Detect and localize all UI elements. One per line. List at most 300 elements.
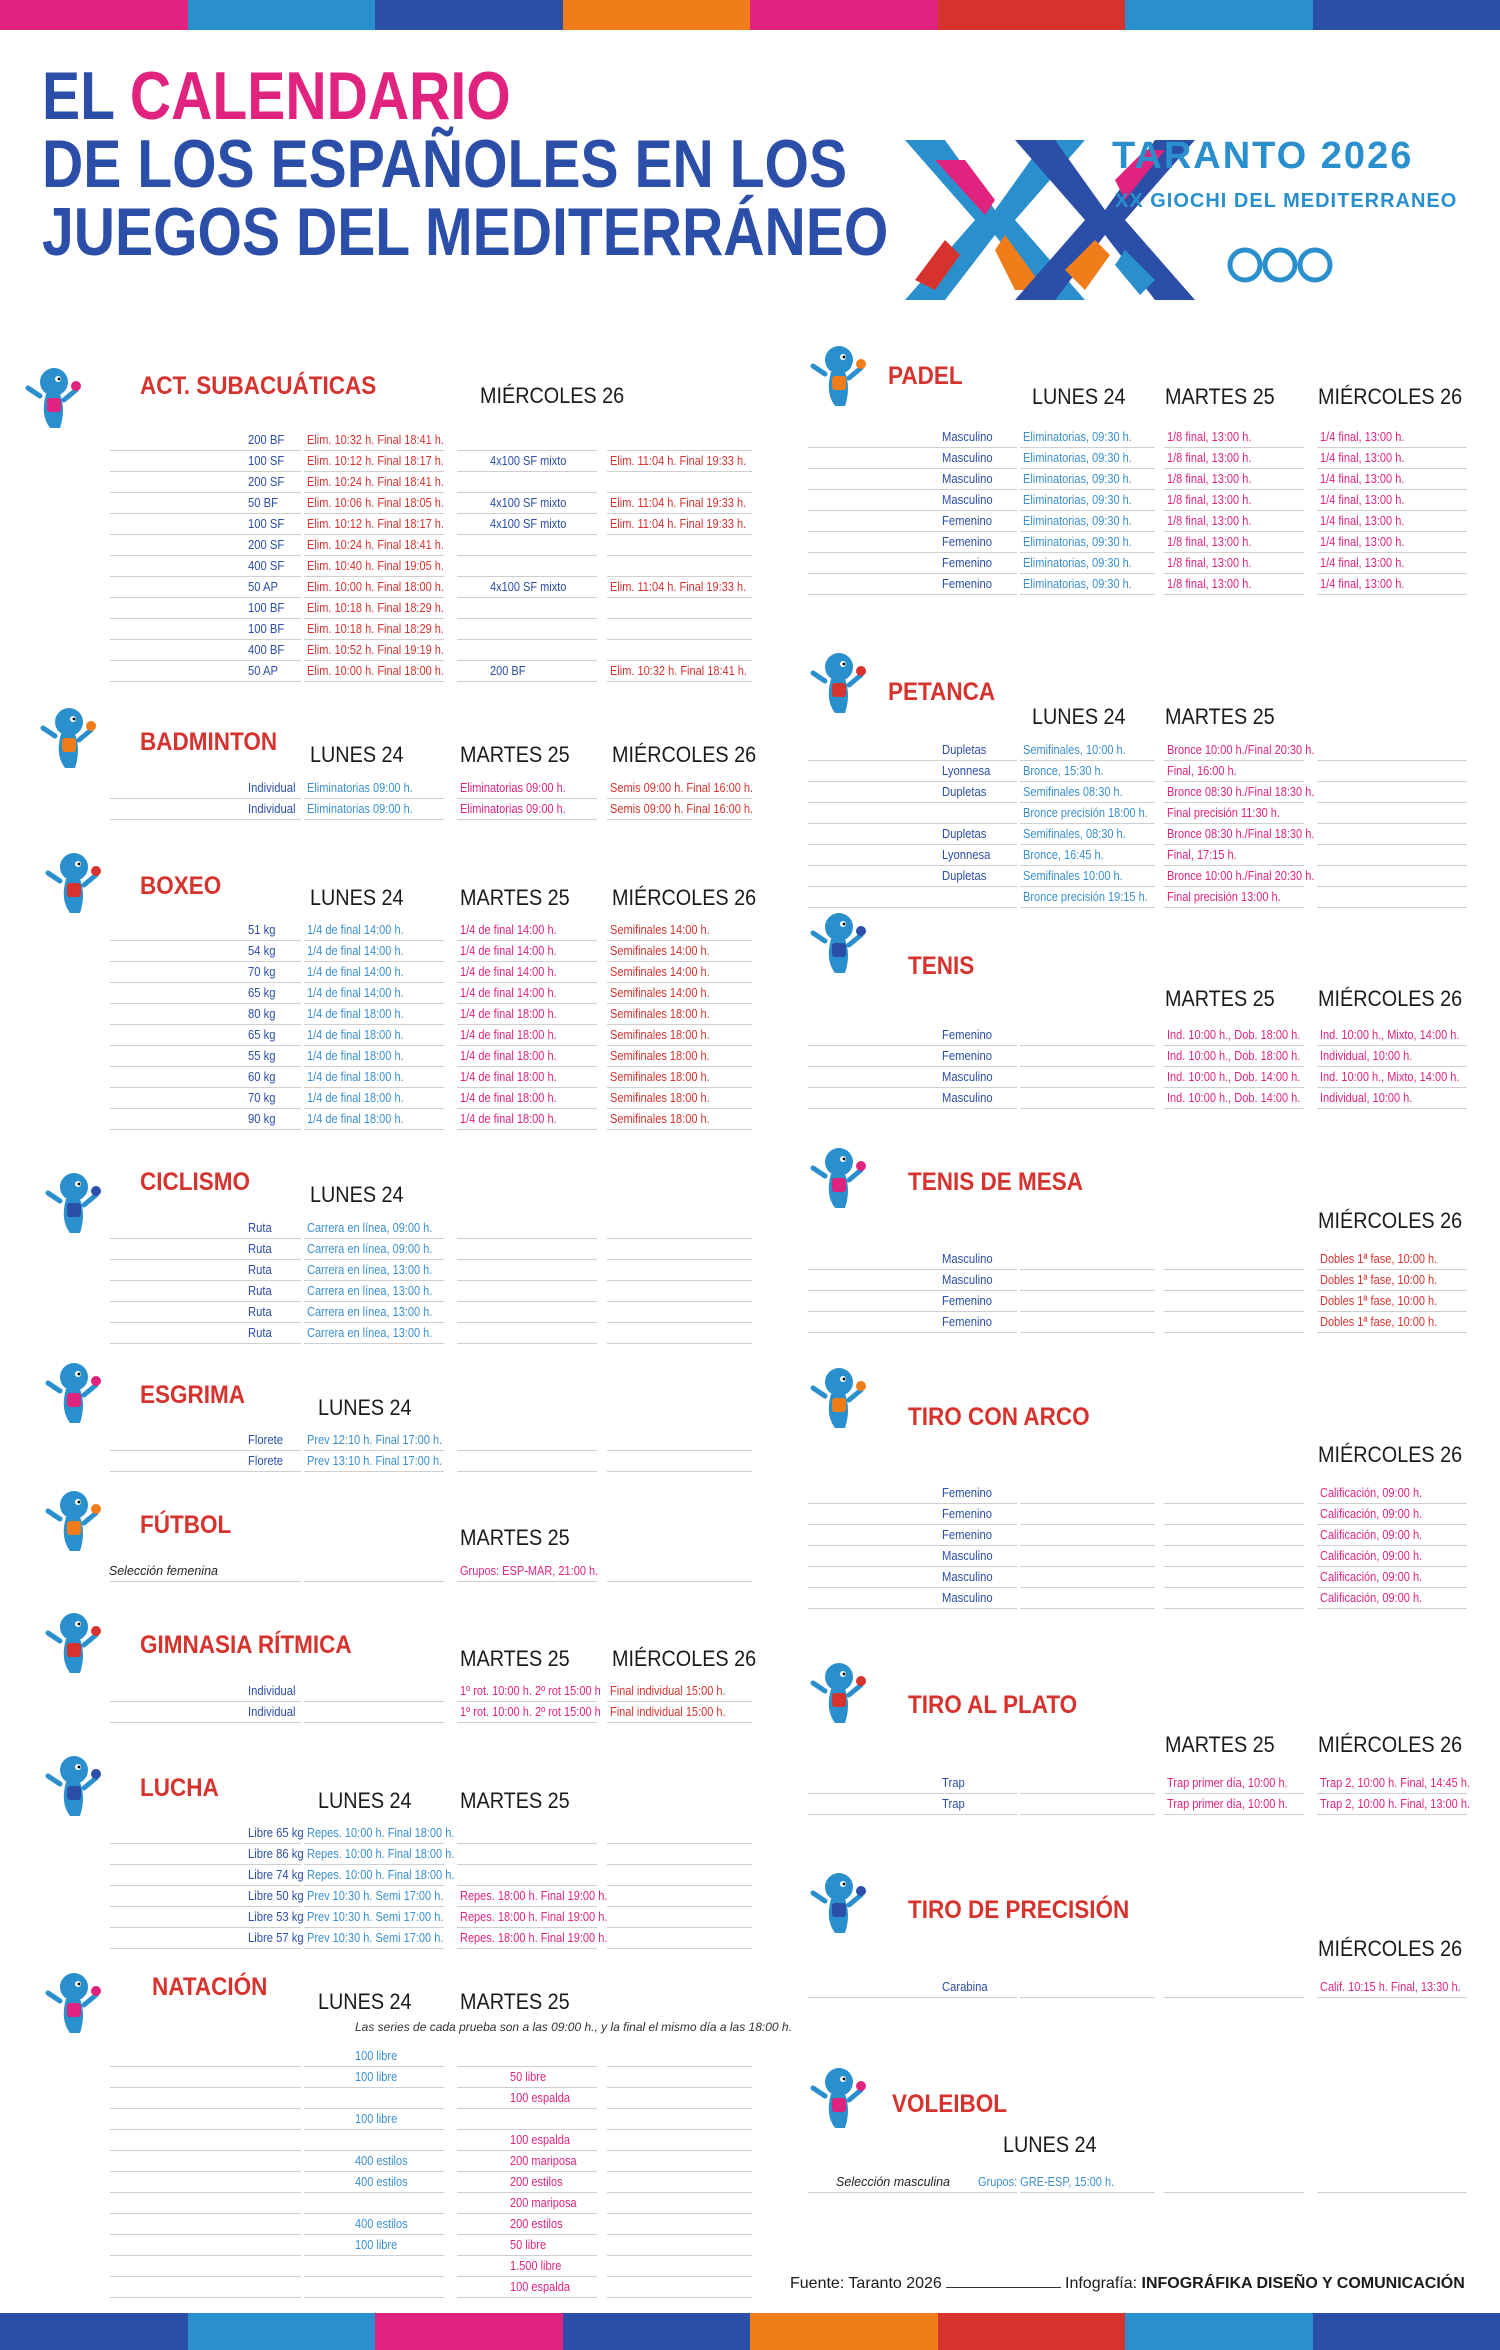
schedule-cell: 1/4 de final 18:00 h. — [307, 1070, 404, 1084]
schedule-cell: 1/8 final, 13:00 h. — [1167, 577, 1252, 591]
cell-underline — [607, 2192, 752, 2193]
schedule-cell: Semifinales 18:00 h. — [610, 1091, 710, 1105]
cell-underline — [1317, 865, 1467, 866]
day-header: MIÉRCOLES 26 — [1318, 1208, 1463, 1233]
event-category: 80 kg — [248, 1007, 276, 1021]
event-category: Masculino — [942, 430, 993, 444]
row-underline — [110, 2297, 301, 2298]
schedule-cell: 1/4 final, 13:00 h. — [1320, 430, 1405, 444]
day-header: MIÉRCOLES 26 — [612, 885, 757, 910]
cell-underline — [457, 2297, 597, 2298]
schedule-cell: 1/8 final, 13:00 h. — [1167, 514, 1252, 528]
schedule-cell: 100 libre — [355, 2049, 398, 2063]
schedule-cell: Carrera en línea, 09:00 h. — [307, 1242, 433, 1256]
row-underline — [808, 2192, 1017, 2193]
section-title: NATACIÓN — [152, 1973, 268, 2001]
event-category: Libre 50 kg — [248, 1889, 304, 1903]
cell-underline — [304, 2129, 444, 2130]
cell-underline — [607, 2108, 752, 2109]
schedule-cell: 400 estilos — [355, 2217, 408, 2231]
event-category: 50 AP — [248, 580, 279, 594]
cell-underline — [457, 618, 597, 619]
schedule-cell: 1/4 de final 18:00 h. — [307, 1028, 404, 1042]
row-underline — [110, 819, 301, 820]
schedule-cell: Elim. 10:40 h. Final 19:05 h. — [307, 559, 444, 573]
schedule-cell: 1º rot. 10:00 h. 2º rot 15:00 h — [460, 1684, 601, 1698]
cell-underline — [607, 2234, 752, 2235]
cell-underline — [1020, 1066, 1155, 1067]
cell-underline — [607, 2171, 752, 2172]
schedule-cell: 1/4 final, 13:00 h. — [1320, 535, 1405, 549]
schedule-cell: 1/4 de final 18:00 h. — [460, 1007, 557, 1021]
schedule-cell: Repes. 10:00 h. Final 18:00 h. — [307, 1847, 455, 1861]
row-underline — [110, 1280, 301, 1281]
cell-underline — [1317, 1608, 1467, 1609]
event-category: 65 kg — [248, 986, 276, 1000]
schedule-cell: Calificación, 09:00 h. — [1320, 1528, 1423, 1542]
schedule-cell: Semifinales 18:00 h. — [610, 1112, 710, 1126]
cell-underline — [304, 2087, 444, 2088]
cell-underline — [457, 1948, 597, 1949]
cell-underline — [304, 2297, 444, 2298]
schedule-cell: Semifinales 08:30 h. — [1023, 785, 1123, 799]
event-category: Ruta — [248, 1326, 272, 1340]
schedule-cell: Carrera en línea, 09:00 h. — [307, 1221, 433, 1235]
event-category: Femenino — [942, 1486, 993, 1500]
schedule-cell: 200 mariposa — [510, 2196, 577, 2210]
day-header: MARTES 25 — [1165, 704, 1275, 729]
row-underline — [110, 1238, 301, 1239]
schedule-cell: Eliminatorias 09:00 h. — [307, 802, 413, 816]
cell-underline — [1020, 907, 1155, 908]
day-header: LUNES 24 — [318, 1788, 412, 1813]
event-category: Florete — [248, 1433, 284, 1447]
event-category: Carabina — [942, 1980, 988, 1994]
schedule-cell: Semifinales 10:00 h. — [1023, 869, 1123, 883]
table-tennis-icon — [805, 1140, 869, 1212]
cell-underline — [1164, 1332, 1304, 1333]
schedule-cell: Dobles 1ª fase, 10:00 h. — [1320, 1252, 1438, 1266]
event-category: Masculino — [942, 451, 993, 465]
cell-underline — [1164, 2192, 1304, 2193]
schedule-cell: Carrera en línea, 13:00 h. — [307, 1326, 433, 1340]
row-underline — [110, 1322, 301, 1323]
petanque-icon — [805, 645, 869, 717]
cell-underline — [304, 1129, 444, 1130]
cell-underline — [607, 1906, 752, 1907]
row-underline — [110, 2108, 301, 2109]
schedule-cell: Grupos: GRE-ESP, 15:00 h. — [978, 2175, 1115, 2189]
schedule-cell: 1/4 de final 18:00 h. — [460, 1028, 557, 1042]
cell-underline — [1020, 1566, 1155, 1567]
cell-underline — [1020, 1814, 1155, 1815]
schedule-cell: Final precisión 11:30 h. — [1167, 806, 1280, 820]
schedule-cell: 100 espalda — [510, 2280, 570, 2294]
schedule-cell: 4x100 SF mixto — [490, 517, 567, 531]
row-underline — [808, 594, 1017, 595]
cell-underline — [457, 1259, 597, 1260]
row-underline — [110, 2234, 301, 2235]
cell-underline — [1020, 594, 1155, 595]
cell-underline — [304, 1581, 444, 1582]
cell-underline — [607, 1259, 752, 1260]
schedule-cell: Elim. 10:06 h. Final 18:05 h. — [307, 496, 444, 510]
logo-title: TARANTO 2026 — [1112, 135, 1414, 177]
cell-underline — [1020, 2192, 1155, 2193]
schedule-cell: 1/4 de final 18:00 h. — [307, 1049, 404, 1063]
cell-underline — [1020, 1290, 1155, 1291]
day-header: MIÉRCOLES 26 — [1318, 986, 1463, 1011]
day-header: MARTES 25 — [460, 1788, 570, 1813]
event-category: Individual — [248, 1684, 296, 1698]
section-title: VOLEIBOL — [892, 2090, 1008, 2118]
schedule-cell: Trap primer día, 10:00 h. — [1167, 1797, 1288, 1811]
top-color-bar — [0, 0, 1500, 30]
event-category: Libre 57 kg — [248, 1931, 304, 1945]
cell-underline — [607, 1885, 752, 1886]
event-category: Dupletas — [942, 827, 987, 841]
row-underline — [110, 681, 301, 682]
event-category: 200 SF — [248, 538, 285, 552]
schedule-cell: Individual, 10:00 h. — [1320, 1049, 1413, 1063]
schedule-cell: Elim. 11:04 h. Final 19:33 h. — [610, 517, 747, 531]
cell-underline — [457, 534, 597, 535]
cell-underline — [1317, 2192, 1467, 2193]
schedule-cell: Elim. 11:04 h. Final 19:33 h. — [610, 580, 747, 594]
event-category: Trap — [942, 1797, 965, 1811]
row-underline — [110, 2192, 301, 2193]
cell-underline — [457, 639, 597, 640]
cell-underline — [607, 1129, 752, 1130]
cell-underline — [457, 555, 597, 556]
schedule-cell: Eliminatorias 09:00 h. — [307, 781, 413, 795]
event-category: Individual — [248, 781, 296, 795]
cell-underline — [1164, 1545, 1304, 1546]
schedule-cell: 1/8 final, 13:00 h. — [1167, 556, 1252, 570]
event-category: Femenino — [942, 1507, 993, 1521]
schedule-cell: 1/4 de final 18:00 h. — [307, 1112, 404, 1126]
cell-underline — [457, 1129, 597, 1130]
schedule-cell: Eliminatorias, 09:30 h. — [1023, 535, 1132, 549]
event-category: Ruta — [248, 1242, 272, 1256]
cell-underline — [607, 2213, 752, 2214]
schedule-cell: 100 libre — [355, 2112, 398, 2126]
section-title: TENIS DE MESA — [908, 1168, 1084, 1196]
section-title: TENIS — [908, 952, 975, 980]
cell-underline — [1164, 1269, 1304, 1270]
event-category: Masculino — [942, 472, 993, 486]
cell-underline — [304, 2192, 444, 2193]
day-header: LUNES 24 — [1003, 2132, 1097, 2157]
day-header: LUNES 24 — [318, 1395, 412, 1420]
schedule-cell: Final individual 15:00 h. — [610, 1684, 726, 1698]
schedule-cell: Semis 09:00 h. Final 16:00 h. — [610, 781, 754, 795]
schedule-cell: 4x100 SF mixto — [490, 580, 567, 594]
row-underline — [110, 2171, 301, 2172]
cell-underline — [1317, 760, 1467, 761]
row-underline — [110, 2276, 301, 2277]
row-underline — [808, 1793, 1017, 1794]
clay-shooting-icon — [805, 1655, 869, 1727]
cell-underline — [607, 1280, 752, 1281]
schedule-cell: Eliminatorias, 09:30 h. — [1023, 493, 1132, 507]
schedule-cell: Elim. 10:18 h. Final 18:29 h. — [307, 622, 444, 636]
schedule-cell: 1/4 de final 14:00 h. — [307, 944, 404, 958]
event-category: 70 kg — [248, 1091, 276, 1105]
credit-note: Infografía: INFOGRÁFIKA DISEÑO Y COMUNICACIÓN — [1065, 2275, 1465, 2292]
event-category: 65 kg — [248, 1028, 276, 1042]
event-category: Masculino — [942, 1091, 993, 1105]
cell-underline — [1164, 594, 1304, 595]
swimming-icon — [40, 1965, 104, 2037]
cell-underline — [607, 1864, 752, 1865]
schedule-cell: 50 libre — [510, 2070, 547, 2084]
schedule-cell: Bronce precisión 18:00 h. — [1023, 806, 1148, 820]
row-underline — [110, 1471, 301, 1472]
schedule-cell: Trap 2, 10:00 h. Final, 13:00 h. — [1320, 1797, 1471, 1811]
section-note: Las series de cada prueba son a las 09:00 h., y la final el mismo día a las 18:00 h. — [355, 2020, 792, 2034]
schedule-cell: Semifinales 14:00 h. — [610, 944, 710, 958]
section-title: BOXEO — [140, 872, 222, 900]
schedule-cell: 1/4 de final 18:00 h. — [460, 1070, 557, 1084]
row-underline — [808, 1332, 1017, 1333]
schedule-cell: Prev 10:30 h. Semi 17:00 h. — [307, 1931, 444, 1945]
event-category: 54 kg — [248, 944, 276, 958]
cell-underline — [1164, 1814, 1304, 1815]
cell-underline — [457, 1450, 597, 1451]
cell-underline — [1164, 1524, 1304, 1525]
schedule-cell: 1/4 final, 13:00 h. — [1320, 577, 1405, 591]
cell-underline — [607, 2066, 752, 2067]
cell-underline — [457, 660, 597, 661]
cycling-icon — [40, 1165, 104, 1237]
row-underline — [110, 1343, 301, 1344]
event-category: Lyonnesa — [942, 848, 991, 862]
schedule-cell: Bronce precisión 19:15 h. — [1023, 890, 1148, 904]
day-header: MARTES 25 — [460, 1989, 570, 2014]
cell-underline — [1020, 1793, 1155, 1794]
padel-icon — [805, 338, 869, 410]
cell-underline — [1020, 1108, 1155, 1109]
day-header: MIÉRCOLES 26 — [1318, 1936, 1463, 1961]
cell-underline — [607, 2276, 752, 2277]
event-category: Femenino — [942, 535, 993, 549]
schedule-cell: Semifinales 18:00 h. — [610, 1007, 710, 1021]
cell-underline — [1164, 907, 1304, 908]
schedule-cell: Ind. 10:00 h., Mixto, 14:00 h. — [1320, 1028, 1460, 1042]
event-category: Femenino — [942, 1049, 993, 1063]
day-header: MIÉRCOLES 26 — [612, 1646, 757, 1671]
cell-underline — [1317, 1997, 1467, 1998]
cell-underline — [457, 1581, 597, 1582]
schedule-cell: Carrera en línea, 13:00 h. — [307, 1284, 433, 1298]
schedule-cell: Elim. 10:00 h. Final 18:00 h. — [307, 580, 444, 594]
row-underline — [110, 2087, 301, 2088]
schedule-cell: Final, 17:15 h. — [1167, 848, 1237, 862]
pistol-shooting-icon — [805, 1865, 869, 1937]
section-title: ACT. SUBACUÁTICAS — [140, 372, 377, 400]
event-category: Masculino — [942, 1273, 993, 1287]
schedule-cell: Calificación, 09:00 h. — [1320, 1507, 1423, 1521]
day-header: LUNES 24 — [310, 742, 404, 767]
day-header: MIÉRCOLES 26 — [480, 383, 625, 408]
schedule-cell: 1/4 de final 14:00 h. — [460, 944, 557, 958]
schedule-cell: Repes. 18:00 h. Final 19:00 h. — [460, 1910, 608, 1924]
cell-underline — [457, 1280, 597, 1281]
section-title: TIRO AL PLATO — [908, 1691, 1078, 1719]
cell-underline — [1317, 781, 1467, 782]
cell-underline — [1317, 823, 1467, 824]
row-underline — [110, 2066, 301, 2067]
day-header: MARTES 25 — [460, 1525, 570, 1550]
cell-underline — [1164, 1290, 1304, 1291]
schedule-cell: Dobles 1ª fase, 10:00 h. — [1320, 1315, 1438, 1329]
page-title: EL CALENDARIO DE LOS ESPAÑOLES EN LOS JUEGOS DEL MEDITERRÁNEO — [42, 58, 889, 270]
logo-subtitle: XX GIOCHI DEL MEDITERRANEO — [1115, 190, 1458, 212]
day-header: MARTES 25 — [1165, 384, 1275, 409]
schedule-cell: 100 libre — [355, 2238, 398, 2252]
schedule-cell: Bronce 10:00 h./Final 20:30 h. — [1167, 869, 1315, 883]
cell-underline — [1020, 1997, 1155, 1998]
schedule-cell: 1/4 de final 18:00 h. — [307, 1007, 404, 1021]
row-underline — [110, 1259, 301, 1260]
row-underline — [808, 1608, 1017, 1609]
event-category: 200 BF — [248, 433, 285, 447]
event-category: Femenino — [942, 556, 993, 570]
cell-underline — [1020, 1503, 1155, 1504]
schedule-cell: 1/8 final, 13:00 h. — [1167, 430, 1252, 444]
cell-underline — [1164, 1608, 1304, 1609]
cell-underline — [607, 1471, 752, 1472]
row-underline — [110, 1722, 301, 1723]
event-category: Individual — [248, 1705, 296, 1719]
schedule-cell: 1/4 final, 13:00 h. — [1320, 556, 1405, 570]
wrestling-icon — [40, 1748, 104, 1820]
schedule-cell: Calificación, 09:00 h. — [1320, 1591, 1423, 1605]
day-header: LUNES 24 — [310, 885, 404, 910]
schedule-cell: 1.500 libre — [510, 2259, 562, 2273]
row-underline — [110, 2129, 301, 2130]
event-category: 100 BF — [248, 601, 285, 615]
schedule-cell: Repes. 18:00 h. Final 19:00 h. — [460, 1931, 608, 1945]
schedule-cell: Elim. 10:00 h. Final 18:00 h. — [307, 664, 444, 678]
section-title: FÚTBOL — [140, 1511, 232, 1539]
schedule-cell: Elim. 11:04 h. Final 19:33 h. — [610, 496, 747, 510]
schedule-cell: Ind. 10:00 h., Dob. 14:00 h. — [1167, 1070, 1301, 1084]
schedule-cell: Semifinales 14:00 h. — [610, 923, 710, 937]
schedule-cell: 1/4 de final 14:00 h. — [307, 923, 404, 937]
schedule-cell: 1/4 de final 14:00 h. — [460, 986, 557, 1000]
schedule-cell: Elim. 10:12 h. Final 18:17 h. — [307, 454, 444, 468]
row-underline — [110, 1948, 301, 1949]
section-title: LUCHA — [140, 1774, 219, 1802]
event-category: Ruta — [248, 1305, 272, 1319]
schedule-cell: Bronce, 16:45 h. — [1023, 848, 1104, 862]
bottom-color-bar — [0, 2313, 1500, 2350]
schedule-cell: Semifinales 18:00 h. — [610, 1028, 710, 1042]
day-header: MIÉRCOLES 26 — [1318, 1442, 1463, 1467]
schedule-cell: 1/4 de final 18:00 h. — [460, 1112, 557, 1126]
schedule-cell: Final precisión 13:00 h. — [1167, 890, 1281, 904]
day-header: MARTES 25 — [460, 742, 570, 767]
cell-underline — [1020, 1045, 1155, 1046]
event-category: Masculino — [942, 493, 993, 507]
day-header: MARTES 25 — [460, 1646, 570, 1671]
cell-underline — [1164, 1311, 1304, 1312]
schedule-cell: 1/8 final, 13:00 h. — [1167, 451, 1252, 465]
schedule-cell: Calif. 10:15 h. Final, 13:30 h. — [1320, 1980, 1461, 1994]
schedule-cell: Semifinales 14:00 h. — [610, 986, 710, 1000]
section-title: CICLISMO — [140, 1168, 250, 1196]
schedule-cell: Prev 10:30 h. Semi 17:00 h. — [307, 1889, 444, 1903]
cell-underline — [457, 819, 597, 820]
schedule-cell: Ind. 10:00 h., Dob. 14:00 h. — [1167, 1091, 1301, 1105]
athlete-first-name: Selección masculina — [836, 2175, 950, 2189]
schedule-cell: Semifinales 18:00 h. — [610, 1070, 710, 1084]
schedule-cell: Final, 16:00 h. — [1167, 764, 1237, 778]
schedule-cell: Eliminatorias 09:00 h. — [460, 781, 566, 795]
schedule-cell: 100 libre — [355, 2070, 398, 2084]
event-category: Florete — [248, 1454, 284, 1468]
row-underline — [110, 2150, 301, 2151]
cell-underline — [1164, 1566, 1304, 1567]
athlete-first-name: Selección femenina — [108, 1564, 218, 1578]
cell-underline — [1020, 1269, 1155, 1270]
schedule-cell: Semis 09:00 h. Final 16:00 h. — [610, 802, 754, 816]
event-category: Femenino — [942, 1294, 993, 1308]
row-underline — [110, 2255, 301, 2256]
section-title: ESGRIMA — [140, 1381, 246, 1409]
schedule-cell: Final individual 15:00 h. — [610, 1705, 726, 1719]
schedule-cell: Ind. 10:00 h., Mixto, 14:00 h. — [1320, 1070, 1460, 1084]
event-category: Libre 65 kg — [248, 1826, 304, 1840]
athlete-name — [108, 1561, 218, 1582]
cell-underline — [304, 819, 444, 820]
schedule-cell: Semifinales 14:00 h. — [610, 965, 710, 979]
schedule-cell: 100 espalda — [510, 2133, 570, 2147]
section-title: TIRO CON ARCO — [908, 1403, 1090, 1431]
cell-underline — [1164, 1997, 1304, 1998]
day-header: MIÉRCOLES 26 — [612, 742, 757, 767]
day-header: MARTES 25 — [460, 885, 570, 910]
cell-underline — [607, 1301, 752, 1302]
cell-underline — [607, 471, 752, 472]
row-underline — [110, 2213, 301, 2214]
event-category: Masculino — [942, 1070, 993, 1084]
athlete-name — [780, 2172, 950, 2193]
schedule-cell: Repes. 10:00 h. Final 18:00 h. — [307, 1868, 455, 1882]
cell-underline — [607, 618, 752, 619]
cell-underline — [457, 1343, 597, 1344]
event-category: 400 SF — [248, 559, 285, 573]
cell-underline — [1317, 802, 1467, 803]
cell-underline — [457, 1722, 597, 1723]
row-underline — [110, 1129, 301, 1130]
cell-underline — [457, 1301, 597, 1302]
event-category: 50 BF — [248, 496, 279, 510]
schedule-cell: 1/8 final, 13:00 h. — [1167, 493, 1252, 507]
event-category: Trap — [942, 1776, 965, 1790]
schedule-cell: 200 estilos — [510, 2175, 563, 2189]
event-category: 60 kg — [248, 1070, 276, 1084]
row-underline — [808, 1108, 1017, 1109]
cell-underline — [304, 2276, 444, 2277]
schedule-cell: 1/4 de final 14:00 h. — [460, 923, 557, 937]
schedule-cell: Dobles 1ª fase, 10:00 h. — [1320, 1273, 1438, 1287]
volleyball-icon — [805, 2060, 869, 2132]
schedule-cell: Eliminatorias, 09:30 h. — [1023, 472, 1132, 486]
day-header: LUNES 24 — [310, 1182, 404, 1207]
